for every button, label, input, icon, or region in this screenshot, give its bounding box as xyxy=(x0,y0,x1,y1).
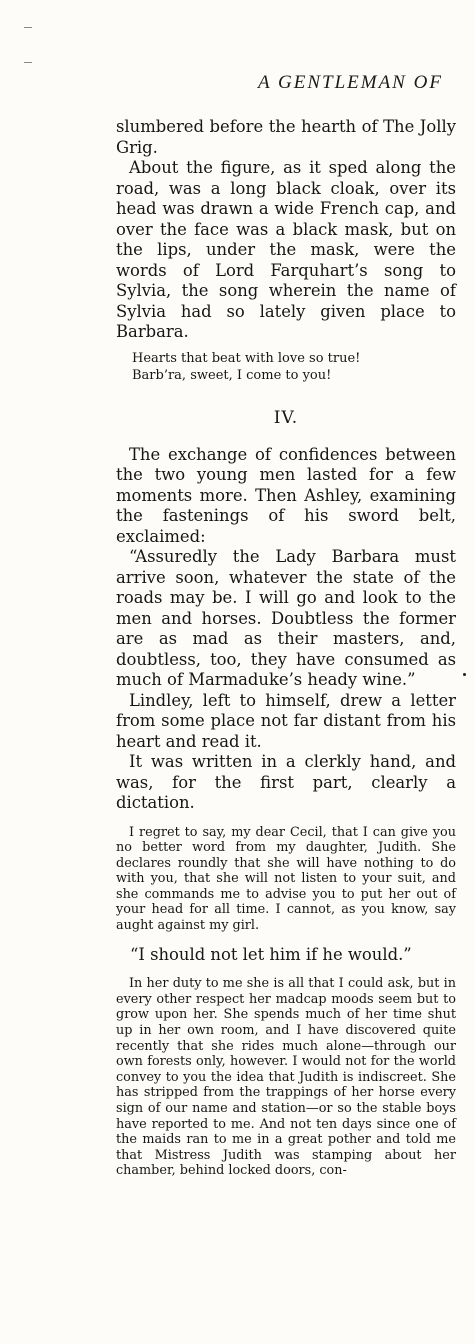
letter-paragraph: In her duty to me she is all that I could ask, but in every other respect her madcap moods seem but to grow upon her. She spends much of her time shut up in her own room, and I have discovered quite recently that she rides much alone—through our own forests only, however. I would not for the world convey to you the idea that Judith is indiscreet. She has stripped from the trappings of her horse every sign of our name and station—or so the stable boys have reported to me. And not ten days since one of the maids ran to me in a great pother and told me that Mistress Judith was stamping about her chamber, behind locked doors, con- xyxy=(116,976,456,1179)
song-verse-line: Barb’ra, sweet, I come to you! xyxy=(132,367,332,383)
paragraph: It was written in a clerkly hand, and was, for the first part, clearly a dictation. xyxy=(116,752,456,812)
paragraph: “Assuredly the Lady Barbara must arrive soon, whatever the state of the roads may be. I will go and look to the men and horses. Doubtless the former are as mad as their masters, and, doubtless, too, they have consumed as much of Marmaduke’s heady wine.” xyxy=(116,547,456,689)
paragraph: Lindley, left to himself, drew a letter from some place not far distant from his heart and read it. xyxy=(116,690,456,751)
paragraph: The exchange of confidences between the two young men lasted for a few moments more. Then Ashley, examining the fastenings of his sword belt, exclaimed: xyxy=(116,444,456,546)
letter-paragraph: I regret to say, my dear Cecil, that I can give you no better word from my daughter, Judith. She declares roundly that she will have nothing to do with you, that she will not listen to your suit, and she commands me to advise you to put her out of your head for all time. I cannot, as you know, say aught against my girl. xyxy=(116,824,456,934)
margin-mark xyxy=(24,62,32,63)
song-verse-line: Hearts that beat with love so true! xyxy=(132,350,361,366)
text-column xyxy=(116,117,456,1179)
paragraph: About the figure, as it sped along the road, was a long black cloak, over its head was drawn a wide French cap, and over the face was a black mask, but on the lips, under the mask, were the words of Lord Farquhart’s song to Sylvia, the song wherein the name of Sylvia had so lately given place to Barbara. xyxy=(116,158,456,341)
margin-mark xyxy=(24,27,32,28)
running-title: A GENTLEMAN OF xyxy=(258,72,443,93)
chapter-heading: IV. xyxy=(273,407,299,428)
paragraph-continued: slumbered before the hearth of The Jolly Grig. xyxy=(116,117,456,157)
margin-dot xyxy=(463,673,466,676)
interjection: “I should not let him if he would.” xyxy=(130,944,412,964)
